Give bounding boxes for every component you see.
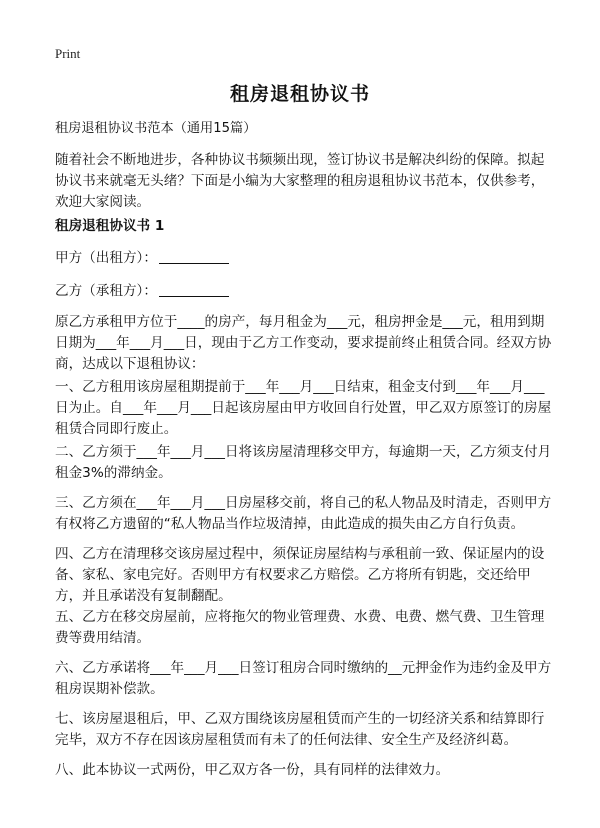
party-b-field [55, 281, 555, 302]
party-a-blank [159, 248, 229, 264]
section-title: 租房退租协议书 1 [55, 218, 165, 234]
print-link[interactable]: Print [55, 46, 81, 61]
party-a-label: 甲方（出租方）： [55, 250, 157, 266]
document-title: 租房退租协议书 [229, 83, 370, 105]
document-subtitle: 租房退租协议书范本（通用15篇） [55, 121, 257, 136]
clause-paragraph-8: 八、此本协议一式两份，甲乙双方各一份，具有同样的法律效力。 [55, 762, 450, 778]
clause-paragraph-5: 五、乙方在移交房屋前，应将拖欠的物业管理费、水费、电费、燃气费、卫生管理费等费用结清。 [55, 609, 545, 646]
clause-paragraph-2: 二、乙方须于___年___月___日将该房屋清理移交甲方，每逾期一天，乙方须支付月租金3%的滞纳金。 [55, 444, 552, 481]
clause-paragraph-3: 三、乙方须在___年___月___日房屋移交前，将自己的私人物品及时清走，否则甲方有权将乙方遗留的“私人物品当作垃圾清掉，由此造成的损失由乙方自行负责。 [55, 495, 552, 532]
party-b-label: 乙方（承租方）： [55, 283, 157, 299]
clause-paragraph-7: 七、该房屋退租后，甲、乙双方围绕该房屋租赁而产生的一切经济关系和结算即行完毕，双方不存在因该房屋租赁而有未了的任何法律、安全生产及经济纠葛。 [55, 711, 545, 748]
clause-paragraph-1: 一、乙方租用该房屋租期提前于___年___月___日结束，租金支付到___年___月___日为止。自___年___月___日起该房屋由甲方收回自行处置，甲乙双方原签订的房屋租赁合同即行废止。 [55, 379, 552, 437]
intro-paragraph: 随着社会不断地进步，各种协议书频频出现，签订协议书是解决纠纷的保障。拟起协议书来就毫无头绪？下面是小编为大家整理的租房退租协议书范本，仅供参考，欢迎大家阅读。 [55, 152, 545, 210]
clause-paragraph-intro: 原乙方承租甲方位于____的房产，每月租金为___元，租房押金是___元，租用到期日期为___年___月___日，现由于乙方工作变动，要求提前终止租赁合同。经双方协商，达成以下退租协议： [55, 314, 552, 372]
party-b-blank [159, 281, 229, 297]
clause-paragraph-4: 四、乙方在清理移交该房屋过程中，须保证房屋结构与承租前一致、保证屋内的设备、家私、家电完好。否则甲方有权要求乙方赔偿。乙方将所有钥匙，交还给甲方，并且承诺没有复制翻配。 [55, 546, 545, 604]
party-a-field [55, 248, 555, 269]
clause-paragraph-6: 六、乙方承诺将___年___月___日签订租房合同时缴纳的__元押金作为违约金及甲方租房误期补偿款。 [55, 660, 552, 697]
